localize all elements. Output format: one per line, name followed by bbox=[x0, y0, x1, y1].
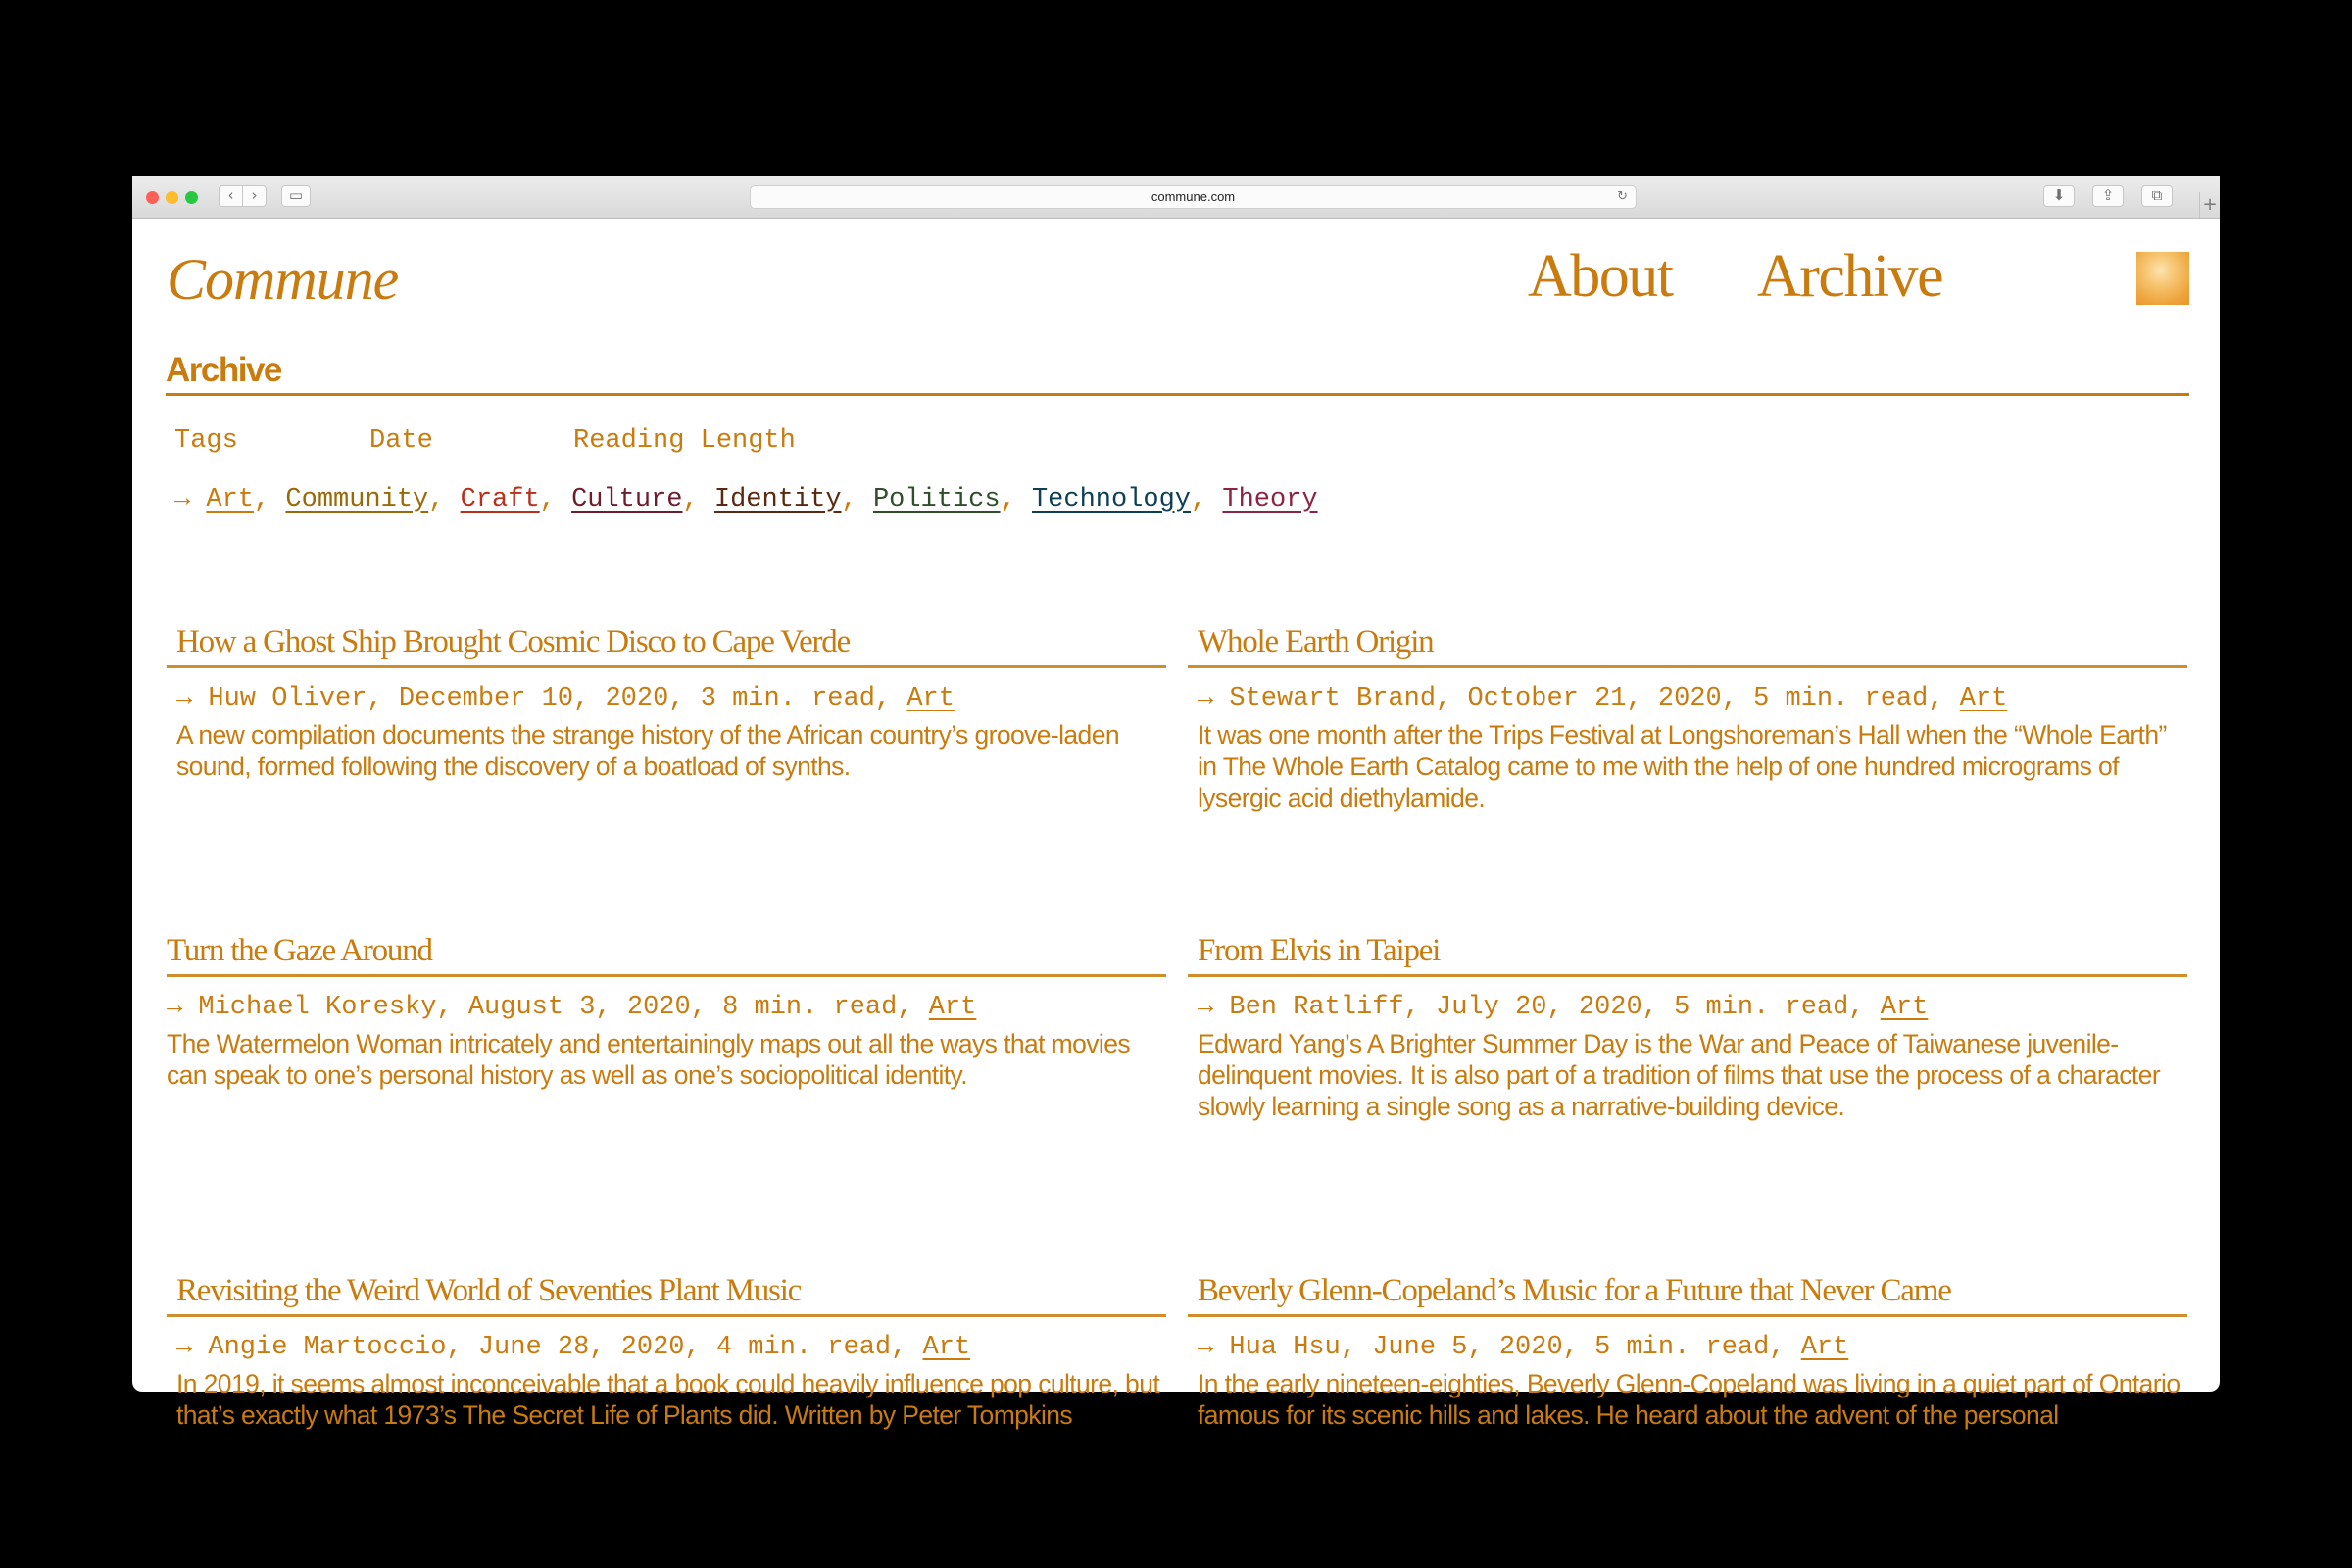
article-byline: Huw Oliver, December 10, 2020, 3 min. read, bbox=[208, 684, 892, 713]
article-meta bbox=[167, 1327, 1166, 1368]
sidebar-icon: ▭ bbox=[288, 186, 304, 204]
article-summary: A new compilation documents the strange history of the African country’s groove-laden sound, formed following the discovery of a boatload of synths. bbox=[176, 720, 1119, 781]
article-card[interactable] bbox=[1188, 929, 2187, 1122]
address-bar[interactable] bbox=[750, 185, 1637, 209]
article-summary: In the early nineteen-eighties, Beverly Glenn-Copeland was living in a quiet part of Ontario famous for its scenic hills and lakes. He heard about the advent of the personal bbox=[1198, 1369, 2180, 1430]
arrow-right-icon: → bbox=[1198, 993, 1214, 1022]
title-divider bbox=[166, 393, 2189, 396]
article-title[interactable]: Beverly Glenn-Copeland’s Music for a Future that Never Came bbox=[1198, 1273, 1951, 1308]
arrow-right-icon: → bbox=[174, 485, 191, 514]
article-card[interactable] bbox=[167, 620, 1166, 782]
tag-link-craft[interactable]: Craft bbox=[460, 485, 540, 514]
article-card[interactable] bbox=[1188, 1269, 2187, 1431]
chevron-right-icon: › bbox=[251, 186, 258, 204]
article-divider bbox=[167, 974, 1166, 977]
page-content bbox=[132, 219, 2220, 1430]
browser-toolbar bbox=[132, 176, 2220, 219]
filter-tags[interactable]: Tags bbox=[174, 426, 238, 456]
article-byline: Angie Martoccio, June 28, 2020, 4 min. read, bbox=[208, 1333, 907, 1362]
article-card[interactable] bbox=[167, 1269, 1166, 1431]
tabs-icon: ⧉ bbox=[2151, 186, 2163, 204]
arrow-right-icon: → bbox=[1198, 684, 1214, 713]
article-title[interactable]: From Elvis in Taipei bbox=[1198, 933, 1441, 968]
article-divider bbox=[167, 1314, 1166, 1317]
tag-link-community[interactable]: Community bbox=[285, 485, 429, 514]
download-icon: ⬇ bbox=[2052, 186, 2066, 204]
filter-reading-length[interactable]: Reading Length bbox=[573, 426, 796, 456]
nav-archive-link[interactable]: Archive bbox=[1757, 243, 1943, 310]
article-divider bbox=[1188, 1314, 2187, 1317]
site-logo[interactable]: Commune bbox=[167, 247, 399, 312]
article-byline: Stewart Brand, October 21, 2020, 5 min. read, bbox=[1229, 684, 1944, 713]
article-tag-link[interactable]: Art bbox=[928, 993, 977, 1022]
article-byline: Hua Hsu, June 5, 2020, 5 min. read, bbox=[1229, 1333, 1786, 1362]
tabs-overview-button[interactable] bbox=[2141, 185, 2173, 207]
tag-link-art[interactable]: Art bbox=[206, 485, 255, 514]
article-card[interactable] bbox=[1188, 620, 2187, 813]
article-summary: In 2019, it seems almost inconceivable that a book could heavily influence pop culture, but that’s exactly what 1973’s The Secret Life of Plants did. Written by Peter Tompkins bbox=[176, 1369, 1160, 1430]
nav-about-link[interactable]: About bbox=[1528, 243, 1673, 310]
reload-icon[interactable]: ↻ bbox=[1617, 189, 1628, 204]
forward-button[interactable] bbox=[242, 185, 267, 207]
article-tag-link[interactable]: Art bbox=[922, 1333, 971, 1362]
tag-list: → Art, Community, Craft, Culture, Identity, Politics, Technology, Theory bbox=[174, 485, 1318, 514]
article-title[interactable]: How a Ghost Ship Brought Cosmic Disco to Cape Verde bbox=[176, 624, 851, 660]
article-divider bbox=[1188, 974, 2187, 977]
share-icon: ⇪ bbox=[2101, 186, 2115, 204]
chevron-left-icon: ‹ bbox=[227, 186, 234, 204]
article-tag-link[interactable]: Art bbox=[1800, 1333, 1849, 1362]
close-window-button[interactable] bbox=[146, 191, 159, 204]
back-button[interactable] bbox=[219, 185, 243, 207]
article-divider bbox=[1188, 665, 2187, 668]
zoom-window-button[interactable] bbox=[185, 191, 198, 204]
page-title: Archive bbox=[166, 351, 281, 389]
article-meta bbox=[1188, 678, 2187, 719]
arrow-right-icon: → bbox=[167, 993, 183, 1022]
article-summary: The Watermelon Woman intricately and entertainingly maps out all the ways that movies can speak to one’s personal history as well as one’s sociopolitical identity. bbox=[167, 1029, 1130, 1090]
sidebar-toggle-button[interactable] bbox=[281, 185, 311, 207]
avatar[interactable] bbox=[2136, 252, 2189, 305]
tag-link-culture[interactable]: Culture bbox=[571, 485, 683, 514]
share-button[interactable] bbox=[2092, 185, 2124, 207]
article-byline: Ben Ratliff, July 20, 2020, 5 min. read, bbox=[1229, 993, 1865, 1022]
article-title[interactable]: Whole Earth Origin bbox=[1198, 624, 1434, 660]
plus-icon: + bbox=[2202, 194, 2218, 215]
article-tag-link[interactable]: Art bbox=[906, 684, 955, 713]
article-byline: Michael Koresky, August 3, 2020, 8 min. read, bbox=[198, 993, 913, 1022]
article-meta bbox=[167, 987, 1166, 1028]
filter-date[interactable]: Date bbox=[369, 426, 433, 456]
new-tab-button[interactable] bbox=[2199, 192, 2220, 218]
article-meta bbox=[1188, 987, 2187, 1028]
article-meta bbox=[1188, 1327, 2187, 1368]
url-text: commune.com bbox=[1151, 189, 1236, 204]
browser-window bbox=[132, 176, 2220, 1430]
article-tag-link[interactable]: Art bbox=[1880, 993, 1929, 1022]
tag-link-identity[interactable]: Identity bbox=[713, 485, 842, 514]
article-tag-link[interactable]: Art bbox=[1959, 684, 2008, 713]
article-summary: It was one month after the Trips Festival at Longshoreman’s Hall when the “Whole Earth” in The Whole Earth Catalog came to me with the help of one hundred micrograms of lysergic acid diethylamide. bbox=[1198, 720, 2167, 812]
tag-link-politics[interactable]: Politics bbox=[872, 485, 1001, 514]
arrow-right-icon: → bbox=[176, 684, 193, 713]
arrow-right-icon: → bbox=[176, 1333, 193, 1362]
tag-link-theory[interactable]: Theory bbox=[1222, 485, 1318, 514]
downloads-button[interactable] bbox=[2043, 185, 2075, 207]
minimize-window-button[interactable] bbox=[166, 191, 178, 204]
article-summary: Edward Yang’s A Brighter Summer Day is the War and Peace of Taiwanese juvenile-delinquent movies. It is also part of a tradition of films that use the process of a character slowly learning a single song as a narrative-building device. bbox=[1198, 1029, 2161, 1121]
article-meta bbox=[167, 678, 1166, 719]
article-divider bbox=[167, 665, 1166, 668]
article-card[interactable] bbox=[167, 929, 1166, 1091]
article-title[interactable]: Turn the Gaze Around bbox=[167, 933, 432, 968]
article-title[interactable]: Revisiting the Weird World of Seventies Plant Music bbox=[176, 1273, 802, 1308]
arrow-right-icon: → bbox=[1198, 1333, 1214, 1362]
tag-link-technology[interactable]: Technology bbox=[1031, 485, 1191, 514]
